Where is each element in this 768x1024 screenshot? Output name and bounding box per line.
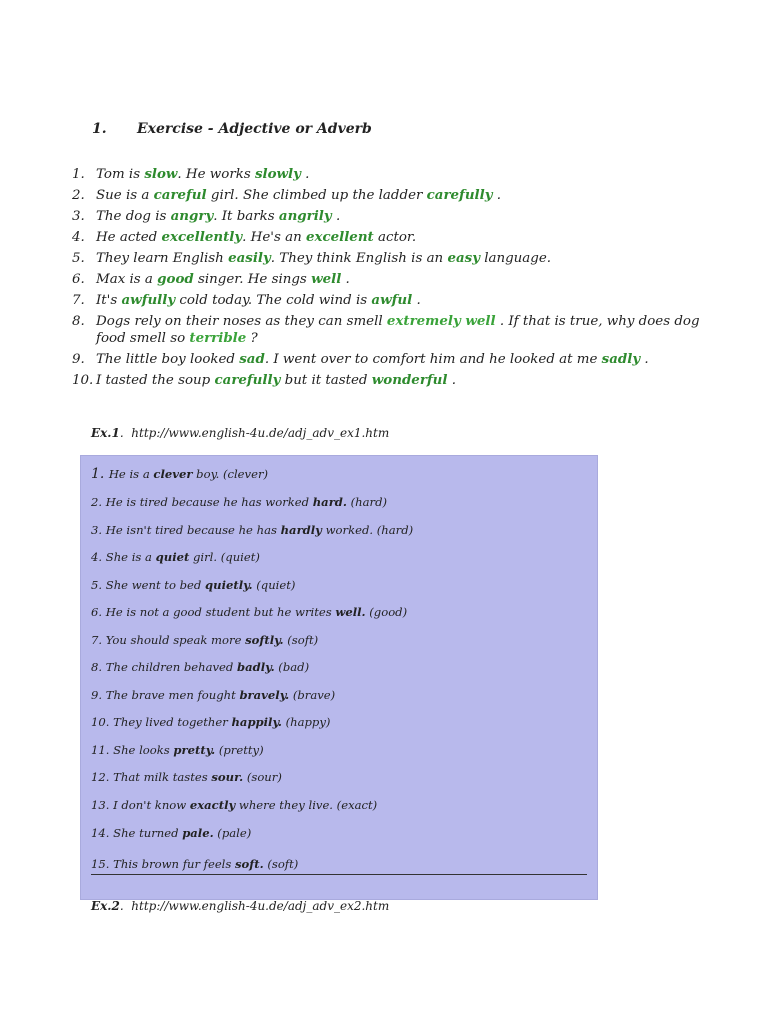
answer-underline <box>91 874 587 875</box>
item-number: 3. <box>91 523 106 537</box>
answer-word: slow <box>144 166 178 182</box>
exercise-2-item <box>91 578 295 592</box>
hint-text: girl. (quiet) <box>189 550 260 564</box>
hint-text: where they live. (exact) <box>235 798 378 812</box>
sentence-text: . He's an <box>242 230 306 245</box>
sentence-text: . <box>447 373 456 388</box>
heading-number: 1. <box>92 121 107 137</box>
answer-word: sadly <box>601 351 641 367</box>
answer-word: carefully <box>426 187 493 203</box>
source-2-url[interactable]: http://www.english-4u.de/adj_adv_ex2.htm <box>131 899 390 913</box>
exercise-2-item <box>91 605 407 619</box>
item-number: 7. <box>91 633 106 647</box>
exercise-1-item <box>72 185 712 206</box>
item-number: 5. <box>72 251 85 266</box>
exercise-2-item <box>91 715 330 729</box>
sentence-text: . <box>492 188 502 203</box>
answer-word: angrily <box>278 208 332 224</box>
sentence-text: Dogs rely on their noses as they can smell <box>96 314 387 329</box>
answer-word: terrible <box>189 330 247 346</box>
answer-word: extremely well <box>386 313 496 329</box>
answer-word: pale. <box>182 826 214 840</box>
item-number: 2. <box>72 188 85 203</box>
item-number: 1. <box>91 466 109 482</box>
sentence-text: They lived together <box>113 715 232 729</box>
hint-text: (hard) <box>346 495 388 509</box>
answer-word: sad <box>239 351 265 367</box>
sentence-text: She is a <box>105 550 156 564</box>
hint-text: (happy) <box>281 715 331 729</box>
sentence-text: . I went over to comfort him and he looked at me <box>264 352 602 367</box>
source-1: Ex.1. http://www.english-4u.de/adj_adv_ex1.htm <box>91 426 390 440</box>
answer-word: awfully <box>121 292 176 308</box>
exercise-1-item <box>72 290 712 311</box>
hint-text: (brave) <box>289 688 336 702</box>
item-number: 8. <box>72 314 85 329</box>
sentence-text: I don't know <box>113 798 190 812</box>
exercise-2-item <box>91 550 260 564</box>
answer-word: happily. <box>231 715 282 729</box>
exercise-2-item <box>91 798 377 812</box>
answer-word: careful <box>153 187 207 203</box>
exercise-2-item <box>91 495 387 509</box>
item-number: 2. <box>91 495 106 509</box>
sentence-text: She turned <box>113 826 183 840</box>
exercise-1-item <box>72 164 712 185</box>
sentence-text: Sue is a <box>96 188 154 203</box>
answer-word: bravely. <box>239 688 290 702</box>
answer-word: carefully <box>214 372 281 388</box>
hint-text: boy. (clever) <box>192 467 269 481</box>
sentence-text: He isn't tired because he has <box>105 523 281 537</box>
answer-word: badly. <box>237 660 275 674</box>
exercise-heading <box>92 121 372 137</box>
source-1-label: Ex.1 <box>91 426 120 440</box>
item-number: 10. <box>72 373 94 388</box>
source-2-label: Ex.2 <box>91 899 120 913</box>
sentence-text: It's <box>96 293 122 308</box>
sentence-text: They learn English <box>96 251 229 266</box>
sentence-text: The children behaved <box>105 660 238 674</box>
exercise-1-item <box>72 269 712 290</box>
sentence-text: He is tired because he has worked <box>105 495 313 509</box>
sentence-text: You should speak more <box>105 633 246 647</box>
exercise-2-item <box>91 826 251 840</box>
hint-text: (pretty) <box>215 743 264 757</box>
hint-text: (soft) <box>283 633 319 647</box>
sentence-text: The brave men fought <box>105 688 240 702</box>
sentence-text: That milk tastes <box>113 770 212 784</box>
answer-word: excellent <box>305 229 374 245</box>
hint-text: (good) <box>365 605 408 619</box>
exercise-1-item <box>72 206 712 227</box>
answer-word: hardly <box>280 523 322 537</box>
answer-word: well <box>311 271 342 287</box>
item-number: 9. <box>72 352 85 367</box>
sentence-text: language. <box>479 251 552 266</box>
answer-word: good <box>157 271 194 287</box>
sentence-text: girl. She climbed up the ladder <box>206 188 427 203</box>
source-2: Ex.2. http://www.english-4u.de/adj_adv_ex2.htm <box>91 899 390 913</box>
exercise-2-item <box>91 743 264 757</box>
item-number: 12. <box>91 770 114 784</box>
answer-word: softly. <box>245 633 284 647</box>
sentence-text: She went to bed <box>105 578 206 592</box>
item-number: 3. <box>72 209 85 224</box>
hint-text: (bad) <box>274 660 310 674</box>
answer-word: angry <box>170 208 214 224</box>
answer-word: quietly. <box>205 578 253 592</box>
item-number: 9. <box>91 688 106 702</box>
sentence-text: Max is a <box>96 272 158 287</box>
exercise-1-item <box>72 349 712 370</box>
exercise-1-item <box>72 370 712 391</box>
item-number: 4. <box>72 230 85 245</box>
item-number: 13. <box>91 798 114 812</box>
sentence-text: . <box>412 293 421 308</box>
answer-word: pretty. <box>173 743 216 757</box>
sentence-text: cold today. The cold wind is <box>175 293 372 308</box>
sentence-text: singer. He sings <box>193 272 312 287</box>
item-number: 5. <box>91 578 106 592</box>
sentence-text: The little boy looked <box>96 352 240 367</box>
sentence-text: He is a <box>108 467 154 481</box>
sentence-text: Tom is <box>96 167 145 182</box>
sentence-text: He acted <box>96 230 162 245</box>
item-number: 1. <box>72 167 85 182</box>
exercise-2-box <box>80 455 598 900</box>
sentence-text: actor. <box>373 230 417 245</box>
hint-text: (quiet) <box>252 578 296 592</box>
sentence-text: . <box>640 352 649 367</box>
exercise-1-item <box>72 227 712 248</box>
answer-word: clever <box>153 467 193 481</box>
item-number: 8. <box>91 660 106 674</box>
exercise-2-item <box>91 633 318 647</box>
exercise-2-item <box>91 857 298 871</box>
sentence-text: . <box>341 272 350 287</box>
item-number: 14. <box>91 826 114 840</box>
sentence-text: . It barks <box>213 209 279 224</box>
hint-text: (pale) <box>213 826 252 840</box>
answer-word: sour. <box>211 770 244 784</box>
answer-word: wonderful <box>371 372 448 388</box>
answer-word: quiet <box>155 550 190 564</box>
sentence-text: . <box>331 209 341 224</box>
hint-text: (soft) <box>263 857 299 871</box>
sentence-text: . They think English is an <box>270 251 448 266</box>
answer-word: slowly <box>254 166 301 182</box>
item-number: 6. <box>91 605 106 619</box>
item-number: 6. <box>72 272 85 287</box>
answer-word: easy <box>447 250 480 266</box>
item-number: 10. <box>91 715 114 729</box>
item-number: 15. <box>91 857 114 871</box>
exercise-1-item <box>72 311 712 349</box>
exercise-2-item <box>91 660 309 674</box>
hint-text: worked. (hard) <box>321 523 414 537</box>
answer-word: hard. <box>312 495 347 509</box>
exercise-1-list <box>72 164 712 391</box>
hint-text: (sour) <box>243 770 282 784</box>
exercise-2-item <box>91 523 413 537</box>
item-number: 11. <box>91 743 114 757</box>
sentence-text: but it tasted <box>280 373 372 388</box>
answer-word: exactly <box>189 798 236 812</box>
sentence-text: This brown fur feels <box>113 857 236 871</box>
exercise-2-item <box>91 688 335 702</box>
heading-title: Exercise - Adjective or Adverb <box>137 121 372 137</box>
source-1-url[interactable]: http://www.english-4u.de/adj_adv_ex1.htm <box>131 426 390 440</box>
exercise-2-item <box>91 770 282 784</box>
sentence-text: ? <box>246 331 258 346</box>
sentence-text: . He works <box>177 167 255 182</box>
item-number: 4. <box>91 550 106 564</box>
sentence-text: She looks <box>113 743 174 757</box>
item-number: 7. <box>72 293 85 308</box>
sentence-text: I tasted the soup <box>96 373 215 388</box>
sentence-text: . If that is true, why does dog food smell so <box>96 314 700 346</box>
exercise-2-item <box>91 466 268 482</box>
answer-word: soft. <box>235 857 264 871</box>
sentence-text: The dog is <box>96 209 171 224</box>
sentence-text: He is not a good student but he writes <box>105 605 336 619</box>
exercise-1-item <box>72 248 712 269</box>
answer-word: well. <box>335 605 366 619</box>
answer-word: easily <box>228 250 271 266</box>
sentence-text: . <box>300 167 310 182</box>
answer-word: excellently <box>161 229 243 245</box>
answer-word: awful <box>371 292 413 308</box>
